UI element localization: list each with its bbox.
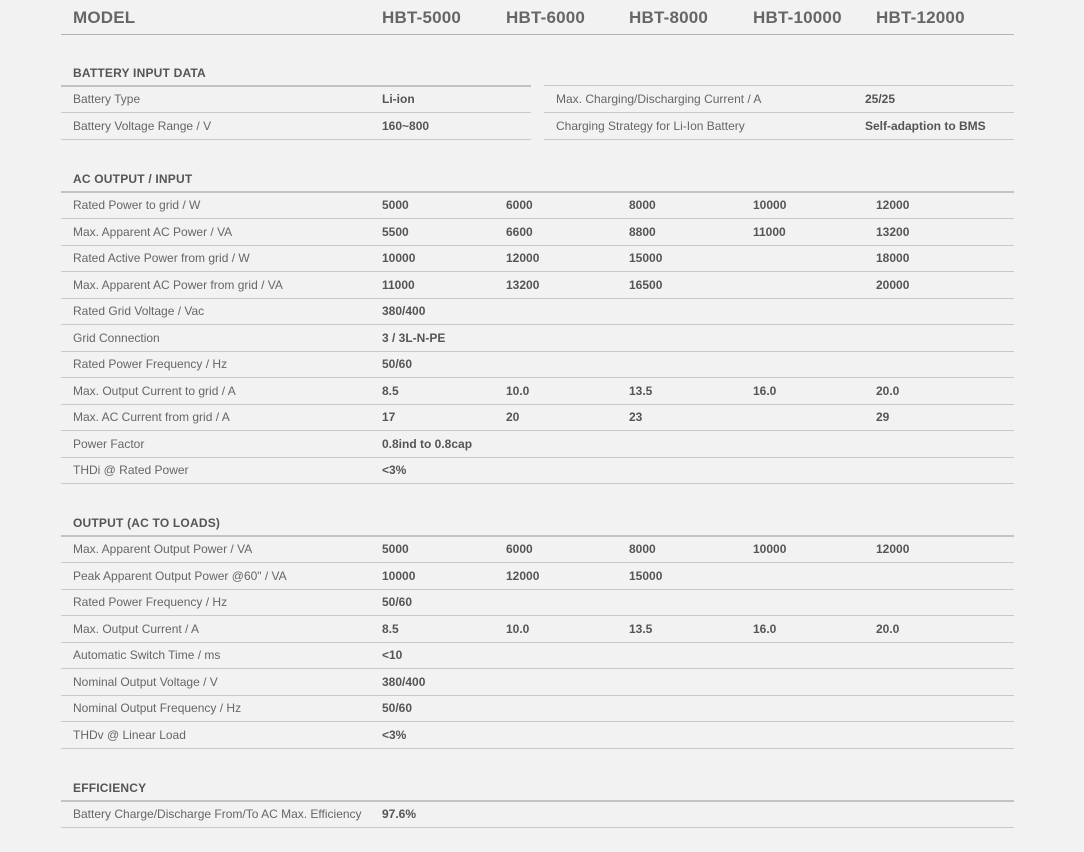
spec-value: 10000 [382,251,416,265]
table-row [61,695,1014,722]
spec-label: Nominal Output Voltage / V [73,674,218,689]
table-row [61,589,1014,616]
spec-value: 12000 [506,251,540,265]
table-row [61,113,531,140]
spec-label: Max. Charging/Discharging Current / A [556,92,762,106]
spec-value: 5000 [382,542,409,556]
spec-value: 97.6% [382,807,417,821]
spec-value: 11000 [753,224,786,239]
spec-value: 16.0 [753,383,777,398]
spec-label: Max. AC Current from grid / A [73,410,230,424]
table-row [61,272,1014,299]
spec-value: 10.0 [506,621,530,636]
table-row [61,536,1014,563]
spec-label: Rated Power Frequency / Hz [73,357,228,371]
spec-label: Power Factor [73,436,145,451]
spec-value: Li-ion [382,92,415,106]
table-row [544,86,1014,113]
table-row [61,325,1014,352]
spec-value: 29 [876,410,890,424]
spec-value: 13200 [506,277,540,292]
spec-value: 160~800 [382,119,430,133]
ac-section-title: AC OUTPUT / INPUT [73,172,193,186]
spec-label: Rated Power to grid / W [73,198,201,212]
spec-value: 12000 [506,568,540,583]
spec-label: THDv @ Linear Load [73,727,186,742]
spec-value: 6000 [506,198,533,212]
spec-label: THDi @ Rated Power [73,463,189,477]
spec-value: 10000 [753,542,787,556]
spec-value: 10000 [382,568,416,583]
spec-value: <3% [382,463,407,477]
model-header-label: MODEL [73,8,136,27]
spec-value: 13.5 [629,383,653,398]
model-column-header: HBT-6000 [506,8,586,27]
model-column-header: HBT-12000 [876,8,965,27]
spec-label: Rated Active Power from grid / W [73,251,250,265]
spec-label: Max. Apparent AC Power from grid / VA [73,277,283,292]
model-column-header: HBT-5000 [382,8,462,27]
spec-label: Grid Connection [73,330,160,345]
spec-value: 12000 [876,542,910,556]
model-header-row [61,0,1014,35]
spec-value: 50/60 [382,357,413,371]
table-row [61,298,1014,325]
table-row [61,669,1014,696]
spec-value: Self-adaption to BMS [865,119,986,133]
spec-value: 5000 [382,198,409,212]
spec-value: 50/60 [382,701,413,715]
table-row [61,404,1014,431]
spec-value: 20 [506,410,520,424]
model-column-header: HBT-8000 [629,8,709,27]
battery-section-title: BATTERY INPUT DATA [73,66,206,80]
table-row [61,616,1014,643]
spec-label: Battery Type [73,92,141,106]
spec-value: <10 [382,648,403,662]
table-row [61,351,1014,378]
spec-value: 15000 [629,568,663,583]
spec-value: 380/400 [382,304,426,318]
spec-value: 20.0 [876,621,900,636]
spec-value: 8.5 [382,383,399,398]
table-row [61,245,1014,272]
spec-value: 23 [629,410,643,424]
efficiency-section-title: EFFICIENCY [73,781,147,795]
spec-value: 6000 [506,542,533,556]
spec-value: 12000 [876,198,910,212]
spec-value: 380/400 [382,674,426,689]
spec-value: <3% [382,727,407,742]
spec-value: 11000 [382,277,415,292]
spec-value: 18000 [876,251,910,265]
spec-value: 25/25 [865,92,896,106]
model-column-header: HBT-10000 [753,8,842,27]
table-row [61,563,1014,590]
spec-value: 16500 [629,277,663,292]
table-row [61,722,1014,749]
spec-label: Max. Apparent Output Power / VA [73,542,253,556]
spec-value: 8800 [629,224,656,239]
spec-label: Max. Apparent AC Power / VA [73,224,233,239]
output-section-title: OUTPUT (AC TO LOADS) [73,516,221,530]
table-row [61,801,1014,828]
spec-value: 6600 [506,224,533,239]
spec-label: Max. Output Current to grid / A [73,383,236,398]
spec-value: 0.8ind to 0.8cap [382,436,473,451]
spec-value: 5500 [382,224,409,239]
table-row [61,378,1014,405]
spec-label: Battery Charge/Discharge From/To AC Max. Efficiency [73,807,362,821]
spec-value: 13200 [876,224,910,239]
table-row [61,457,1014,484]
spec-label: Automatic Switch Time / ms [73,648,221,662]
spec-value: 17 [382,410,396,424]
spec-value: 8000 [629,542,656,556]
spec-value: 3 / 3L-N-PE [382,330,446,345]
table-row [61,219,1014,246]
table-row [61,86,531,113]
spec-label: Nominal Output Frequency / Hz [73,701,242,715]
table-row [61,431,1014,458]
spec-value: 50/60 [382,595,413,609]
spec-value: 16.0 [753,621,777,636]
spec-value: 10.0 [506,383,530,398]
spec-value: 8000 [629,198,656,212]
spec-label: Battery Voltage Range / V [73,119,212,133]
spec-value: 20000 [876,277,910,292]
spec-label: Peak Apparent Output Power @60" / VA [73,568,287,583]
spec-value: 8.5 [382,621,399,636]
spec-label: Max. Output Current / A [73,621,200,636]
table-row [61,642,1014,669]
spec-label: Charging Strategy for Li-Ion Battery [556,119,745,133]
spec-label: Rated Power Frequency / Hz [73,595,228,609]
spec-value: 10000 [753,198,787,212]
spec-label: Rated Grid Voltage / Vac [73,304,205,318]
spec-value: 20.0 [876,383,900,398]
spec-value: 15000 [629,251,663,265]
spec-value: 13.5 [629,621,653,636]
table-row [61,192,1014,219]
table-row [544,113,1014,140]
